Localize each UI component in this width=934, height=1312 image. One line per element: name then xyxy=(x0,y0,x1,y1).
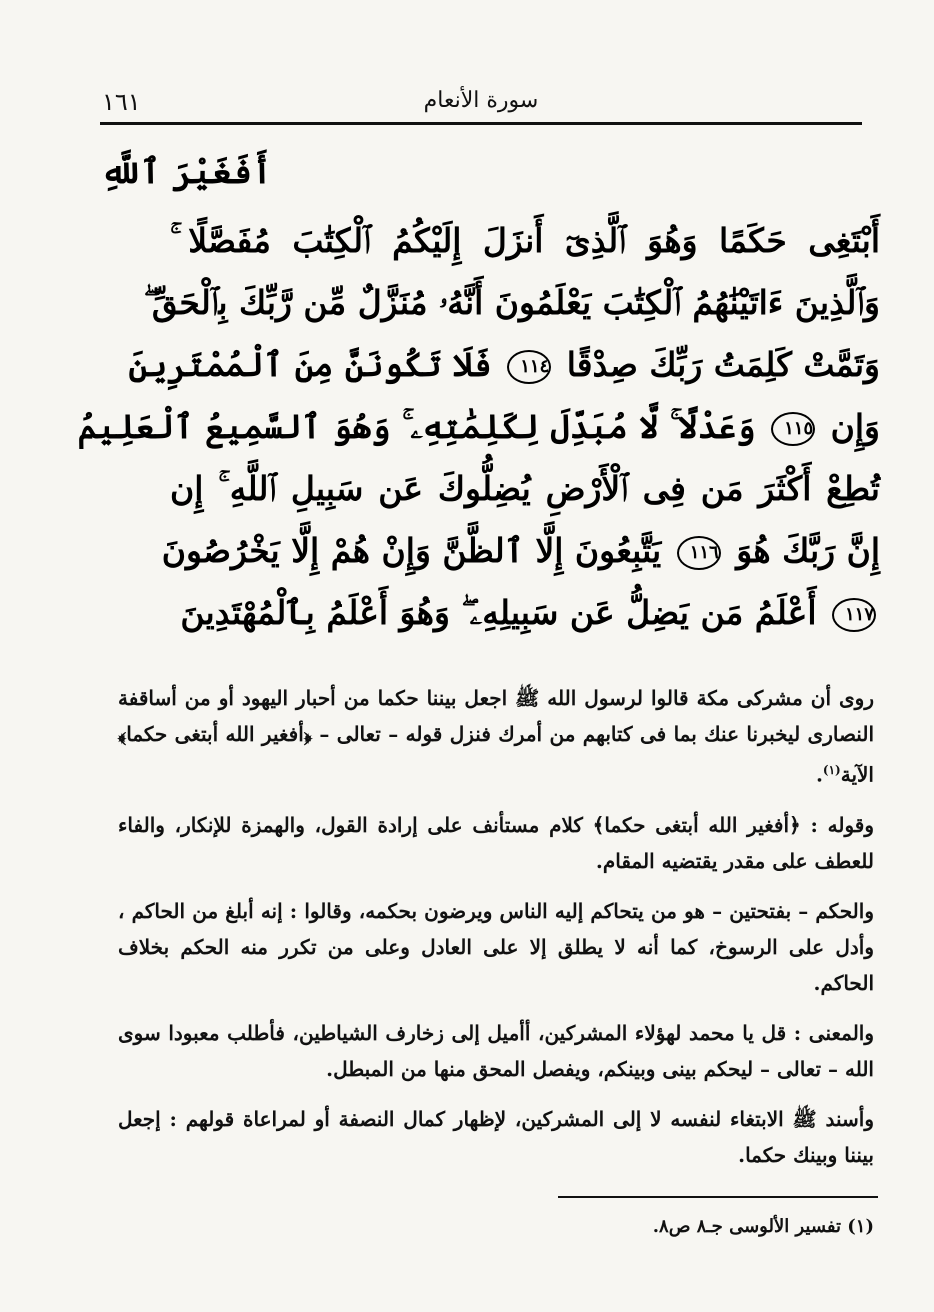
paragraph-text: روى أن مشركى مكة قالوا لرسول الله ﷺ اجعل بيننا حكما من أحبار اليهود أو من أساقفة النصارى ليخبرنا عنك بما فى كتابهم من أمرك فنزل قوله – تعالى – ﴿أفغير الله أبتغى حكما﴾ الآية xyxy=(118,686,874,787)
commentary-paragraph: والحكم – بفتحتين – هو من يتحاكم إليه الناس ويرضون بحكمه، وقالوا : إنه أبلغ من الحاكم ، وأدل على الرسوخ، كما أنه لا يطلق إلا على العادل وعلى من تكرر منه الحكم بخلاف الحاكم. xyxy=(118,898,874,995)
quran-line-text: تُطِعْ أَكْثَرَ مَن فِى ٱلْأَرْضِ يُضِلُّوكَ عَن سَبِيلِ ٱللَّهِ ۚ إِن xyxy=(170,469,880,508)
quran-line-text: أَعْلَمُ مَن يَضِلُّ عَن سَبِيلِهِۦ ۖ وَهُوَ أَعْلَمُ بِٱلْمُهْتَدِينَ xyxy=(180,593,817,632)
quran-line-text: فَلَا تَكُونَنَّ مِنَ ٱلْمُمْتَرِينَ xyxy=(128,345,492,384)
quran-opening-words: أَفَغَيْرَ ٱللَّهِ xyxy=(100,152,272,192)
quran-line xyxy=(170,458,880,520)
quran-line-text: وَعَدْلًا ۚ لَّا مُبَدِّلَ لِكَلِمَٰتِهِۦ ۚ وَهُوَ ٱلسَّمِيعُ ٱلْعَلِيمُ xyxy=(77,407,756,446)
quran-line-text: وَإِن xyxy=(830,407,880,446)
paragraph-text: . xyxy=(815,762,823,787)
quran-line xyxy=(170,210,880,272)
quran-line-text: أَبْتَغِى حَكَمًا وَهُوَ ٱلَّذِىٓ أَنزَلَ إِلَيْكُمُ ٱلْكِتَٰبَ مُفَصَّلًا ۚ xyxy=(170,221,880,260)
commentary-paragraph xyxy=(118,680,874,793)
ayah-number-marker: ١١٥ xyxy=(771,412,815,446)
ayah-number-marker: ١١٤ xyxy=(507,350,551,384)
quran-line-text: يَتَّبِعُونَ إِلَّا ٱلظَّنَّ وَإِنْ هُمْ إِلَّا يَخْرُصُونَ xyxy=(161,531,662,570)
commentary-paragraph: وقوله : ﴿أفغير الله أبتغى حكما﴾ كلام مستأنف على إرادة القول، والهمزة للإنكار، والفاء للعطف على مقدر يقتضيه المقام. xyxy=(118,812,874,873)
quran-line-text: إِنَّ رَبَّكَ هُوَ xyxy=(736,531,880,570)
footnote-divider xyxy=(558,1196,878,1198)
commentary-paragraph: وأسند ﷺ الابتغاء لنفسه لا إلى المشركين، لإظهار كمال النصفة أو لمراعاة قولهم : إجعل بيننا وبينك حكما. xyxy=(118,1106,874,1167)
ayah-number-marker: ١١٦ xyxy=(677,536,721,570)
commentary-text xyxy=(118,680,874,1187)
quran-line-text: وَتَمَّتْ كَلِمَتُ رَبِّكَ صِدْقًا xyxy=(566,345,880,384)
ayah-number-marker: ١١٧ xyxy=(832,598,876,632)
quran-line xyxy=(128,334,880,396)
quran-line xyxy=(143,272,880,334)
commentary-paragraph: والمعنى : قل يا محمد لهؤلاء المشركين، أأميل إلى زخارف الشياطين، فأطلب معبودا سوى الله – تعالى – ليحكم بينى وبينكم، ويفصل المحق منها من المبطل. xyxy=(118,1020,875,1081)
quran-line xyxy=(77,396,880,458)
footnote-reference[interactable]: (١) xyxy=(822,763,841,777)
page-header xyxy=(100,86,862,125)
quran-line xyxy=(161,520,880,582)
quran-line xyxy=(170,582,880,644)
quran-line-text: وَٱلَّذِينَ ءَاتَيْنَٰهُمُ ٱلْكِتَٰبَ يَعْلَمُونَ أَنَّهُۥ مُنَزَّلٌ مِّن رَّبِّكَ بِٱلْحَقِّ ۖ xyxy=(143,283,880,322)
page-number: ١٦١ xyxy=(102,88,141,116)
surah-title: سورة الأنعام xyxy=(423,88,539,113)
footnote: (١) تفسير الألوسى جـ٨ ص٨. xyxy=(652,1216,874,1237)
